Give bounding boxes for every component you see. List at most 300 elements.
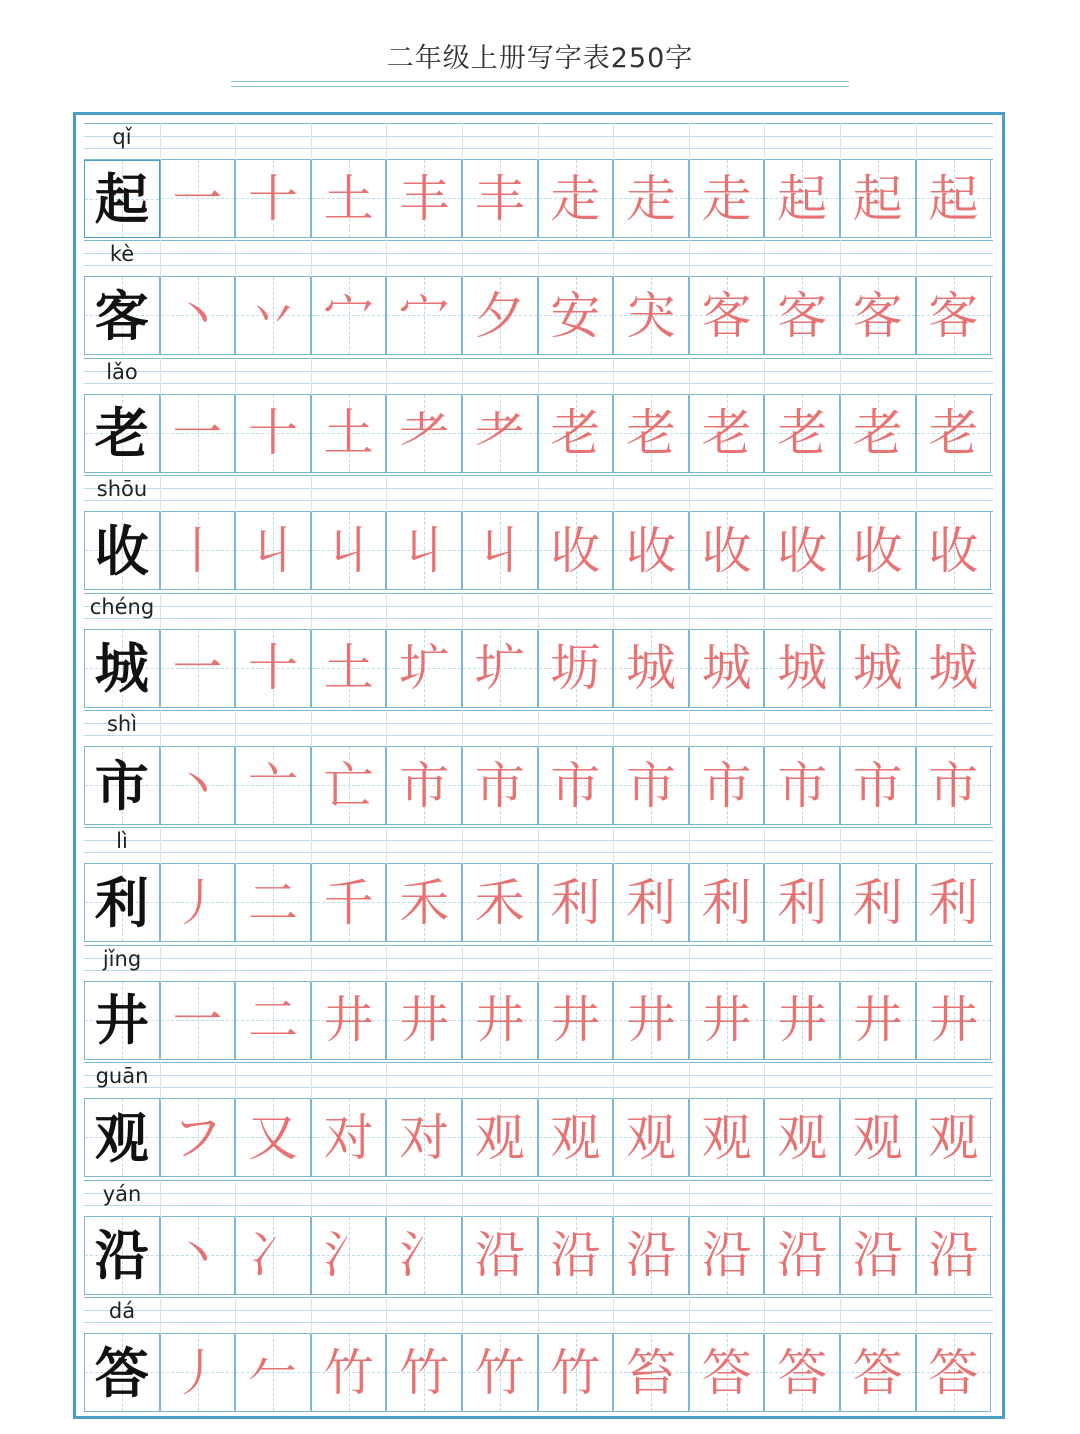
stroke-step-character: 丶 <box>172 286 223 345</box>
pinyin-label: kè <box>109 242 135 267</box>
stroke-order-cell <box>160 1217 236 1295</box>
stroke-step-character: 客 <box>701 286 752 345</box>
stroke-step-character: 客 <box>928 286 979 345</box>
pinyin-band-dividers <box>84 827 993 864</box>
stroke-order-cell <box>613 1099 689 1177</box>
model-character: 井 <box>94 988 149 1053</box>
stroke-step-character: 宀 <box>399 286 450 345</box>
stroke-step-character: 沿 <box>777 1226 828 1285</box>
stroke-order-cell <box>764 982 840 1060</box>
model-character: 老 <box>94 401 149 466</box>
stroke-step-character: 起 <box>928 169 979 228</box>
character-row <box>84 593 993 710</box>
stroke-order-cell <box>160 630 236 708</box>
stroke-step-character: 老 <box>701 404 752 463</box>
stroke-order-cell <box>386 1334 462 1412</box>
stroke-step-character: 丶 <box>172 1226 223 1285</box>
stroke-order-cell <box>160 277 236 355</box>
stroke-step-character: 宀 <box>323 286 374 345</box>
character-row <box>84 945 993 1062</box>
model-character-cell <box>84 277 160 355</box>
pinyin-band-dividers <box>84 1297 993 1334</box>
stroke-order-cell <box>235 160 311 238</box>
stroke-step-character: 老 <box>777 404 828 463</box>
stroke-order-cell <box>538 1217 614 1295</box>
stroke-order-cell <box>538 1099 614 1177</box>
stroke-order-cell <box>840 512 916 590</box>
stroke-step-character: 利 <box>928 873 979 932</box>
stroke-order-cell <box>764 277 840 355</box>
stroke-order-cell <box>916 277 992 355</box>
stroke-step-character: 井 <box>701 991 752 1050</box>
stroke-order-cell <box>235 864 311 942</box>
stroke-step-character: 𠂉 <box>247 1343 298 1402</box>
stroke-order-cell <box>840 982 916 1060</box>
character-row <box>84 123 993 240</box>
stroke-order-cell <box>386 982 462 1060</box>
pinyin-label: dá <box>108 1299 136 1323</box>
stroke-step-character: 老 <box>550 404 601 463</box>
stroke-order-cell <box>160 1334 236 1412</box>
stroke-order-cell <box>613 1217 689 1295</box>
stroke-order-cell <box>311 747 387 825</box>
stroke-step-character: 答 <box>701 1343 752 1402</box>
character-row <box>84 827 993 944</box>
stroke-step-character: 收 <box>625 521 676 580</box>
stroke-step-character: 圹 <box>399 639 450 698</box>
stroke-order-cell <box>235 1217 311 1295</box>
stroke-step-character: 对 <box>399 1108 450 1167</box>
pinyin-label: guān <box>95 1064 149 1089</box>
stroke-order-cell <box>689 982 765 1060</box>
stroke-step-character: 利 <box>852 873 903 932</box>
stroke-step-character: 收 <box>550 521 601 580</box>
title-rule-bottom <box>231 86 849 87</box>
stroke-step-character: 十 <box>247 639 298 698</box>
stroke-step-character: 二 <box>247 873 298 932</box>
stroke-order-cell <box>311 864 387 942</box>
stroke-order-cell <box>916 1099 992 1177</box>
page-title: 二年级上册写字表250字 <box>386 43 694 74</box>
stroke-order-cell <box>311 395 387 473</box>
stroke-step-character: 丨 <box>172 521 223 580</box>
stroke-order-cell <box>613 277 689 355</box>
stroke-step-character: 沿 <box>852 1226 903 1285</box>
pinyin-band-dividers <box>84 593 993 630</box>
stroke-step-character: 耂 <box>474 404 525 463</box>
stroke-order-cell <box>462 1334 538 1412</box>
stroke-step-character: 竹 <box>323 1343 374 1402</box>
stroke-order-cell <box>386 277 462 355</box>
stroke-step-character: 丩 <box>399 521 450 580</box>
stroke-step-character: 竹 <box>550 1343 601 1402</box>
stroke-step-character: 起 <box>777 169 828 228</box>
stroke-order-cell <box>764 630 840 708</box>
stroke-order-cell <box>689 512 765 590</box>
stroke-order-cell <box>235 1099 311 1177</box>
stroke-step-character: 答 <box>928 1343 979 1402</box>
stroke-order-cell <box>235 982 311 1060</box>
stroke-order-cell <box>235 512 311 590</box>
stroke-order-cell <box>311 630 387 708</box>
stroke-order-cell <box>916 864 992 942</box>
stroke-step-character: 老 <box>852 404 903 463</box>
stroke-step-character: 城 <box>852 639 903 698</box>
stroke-order-cell <box>311 277 387 355</box>
stroke-order-cell <box>916 630 992 708</box>
stroke-step-character: 利 <box>550 873 601 932</box>
pinyin-label: chéng <box>89 594 155 619</box>
stroke-order-cell <box>235 630 311 708</box>
stroke-order-cell <box>160 1099 236 1177</box>
stroke-order-cell <box>538 747 614 825</box>
stroke-order-cell <box>538 277 614 355</box>
stroke-step-character: 老 <box>928 404 979 463</box>
stroke-order-cell <box>689 1334 765 1412</box>
stroke-step-character: 利 <box>625 873 676 932</box>
character-row <box>84 358 993 475</box>
stroke-order-cell <box>462 395 538 473</box>
stroke-step-character: 氵 <box>399 1226 450 1285</box>
stroke-order-cell <box>689 1099 765 1177</box>
stroke-step-character: 观 <box>701 1108 752 1167</box>
stroke-step-character: 丶 <box>172 756 223 815</box>
stroke-step-character: 利 <box>777 873 828 932</box>
stroke-order-cell <box>160 160 236 238</box>
title-rule-top <box>231 81 849 82</box>
stroke-step-character: 笞 <box>625 1343 676 1402</box>
stroke-step-character: 市 <box>625 756 676 815</box>
stroke-step-character: 耂 <box>399 404 450 463</box>
stroke-step-character: 冫 <box>247 1226 298 1285</box>
pinyin-label: yán <box>102 1181 142 1206</box>
stroke-step-character: 老 <box>625 404 676 463</box>
stroke-step-character: 观 <box>852 1108 903 1167</box>
stroke-order-cell <box>538 630 614 708</box>
pinyin-band-dividers <box>84 945 993 982</box>
stroke-step-character: 禾 <box>399 873 450 932</box>
model-character: 客 <box>94 283 149 348</box>
stroke-order-cell <box>840 1334 916 1412</box>
stroke-step-character: 市 <box>777 756 828 815</box>
model-character: 沿 <box>94 1223 149 1288</box>
model-character-cell <box>84 747 160 825</box>
stroke-order-cell <box>160 982 236 1060</box>
stroke-step-character: 沿 <box>625 1226 676 1285</box>
stroke-order-cell <box>613 982 689 1060</box>
stroke-order-cell <box>840 864 916 942</box>
stroke-step-character: 利 <box>701 873 752 932</box>
stroke-order-cell <box>764 395 840 473</box>
stroke-step-character: 丩 <box>474 521 525 580</box>
stroke-order-cell <box>764 512 840 590</box>
stroke-step-character: 观 <box>777 1108 828 1167</box>
model-character: 观 <box>94 1105 149 1170</box>
stroke-order-cell <box>916 395 992 473</box>
model-character-cell <box>84 395 160 473</box>
stroke-step-character: 土 <box>323 639 374 698</box>
character-row <box>84 1180 993 1297</box>
stroke-order-cell <box>538 512 614 590</box>
stroke-order-cell <box>462 277 538 355</box>
character-row <box>84 475 993 592</box>
stroke-order-cell <box>916 1217 992 1295</box>
stroke-step-character: 答 <box>852 1343 903 1402</box>
stroke-step-character: 城 <box>625 639 676 698</box>
stroke-step-character: 丰 <box>399 169 450 228</box>
stroke-order-cell <box>462 747 538 825</box>
character-row <box>84 1062 993 1179</box>
stroke-step-character: 十 <box>247 404 298 463</box>
stroke-step-character: 井 <box>323 991 374 1050</box>
stroke-order-cell <box>386 512 462 590</box>
stroke-order-cell <box>538 982 614 1060</box>
stroke-order-cell <box>386 395 462 473</box>
stroke-order-cell <box>840 630 916 708</box>
stroke-order-cell <box>840 277 916 355</box>
stroke-step-character: 井 <box>474 991 525 1050</box>
stroke-order-cell <box>311 1217 387 1295</box>
stroke-step-character: 市 <box>550 756 601 815</box>
stroke-order-cell <box>462 864 538 942</box>
stroke-order-cell <box>916 1334 992 1412</box>
stroke-step-character: 一 <box>172 169 223 228</box>
stroke-order-cell <box>160 395 236 473</box>
model-character-cell <box>84 982 160 1060</box>
stroke-order-cell <box>689 1217 765 1295</box>
stroke-order-cell <box>462 1217 538 1295</box>
stroke-step-character: 圹 <box>474 639 525 698</box>
pinyin-band-dividers <box>84 710 993 747</box>
stroke-order-cell <box>235 395 311 473</box>
stroke-order-cell <box>840 395 916 473</box>
stroke-order-cell <box>689 864 765 942</box>
stroke-order-cell <box>311 1099 387 1177</box>
stroke-step-character: 市 <box>399 756 450 815</box>
model-character: 市 <box>94 753 149 818</box>
stroke-order-cell <box>764 747 840 825</box>
stroke-step-character: 二 <box>247 991 298 1050</box>
pinyin-band-dividers <box>84 240 993 277</box>
stroke-step-character: 观 <box>625 1108 676 1167</box>
model-character: 答 <box>94 1340 149 1405</box>
pinyin-label: lì <box>116 829 128 854</box>
stroke-step-character: 沿 <box>550 1226 601 1285</box>
stroke-order-cell <box>311 982 387 1060</box>
stroke-step-character: 客 <box>777 286 828 345</box>
stroke-order-cell <box>538 160 614 238</box>
stroke-order-cell <box>386 160 462 238</box>
stroke-order-cell <box>840 1217 916 1295</box>
character-row <box>84 710 993 827</box>
stroke-order-cell <box>689 395 765 473</box>
stroke-order-cell <box>613 1334 689 1412</box>
stroke-step-character: 走 <box>550 169 601 228</box>
stroke-step-character: 氵 <box>323 1226 374 1285</box>
pinyin-band-dividers <box>84 358 993 395</box>
stroke-step-character: 收 <box>701 521 752 580</box>
stroke-step-character: 收 <box>928 521 979 580</box>
stroke-order-cell <box>916 512 992 590</box>
stroke-step-character: 对 <box>323 1108 374 1167</box>
stroke-step-character: フ <box>172 1108 223 1167</box>
model-character-cell <box>84 864 160 942</box>
stroke-order-cell <box>840 747 916 825</box>
stroke-step-character: 城 <box>701 639 752 698</box>
stroke-order-cell <box>311 512 387 590</box>
stroke-step-character: 安 <box>550 286 601 345</box>
model-character-cell <box>84 512 160 590</box>
model-character: 城 <box>94 636 149 701</box>
pinyin-band-dividers <box>84 1062 993 1099</box>
stroke-order-cell <box>235 1334 311 1412</box>
stroke-order-cell <box>311 160 387 238</box>
stroke-step-character: 客 <box>852 286 903 345</box>
stroke-order-cell <box>386 630 462 708</box>
stroke-step-character: 一 <box>172 991 223 1050</box>
stroke-step-character: 竹 <box>474 1343 525 1402</box>
stroke-step-character: 市 <box>928 756 979 815</box>
stroke-order-cell <box>916 747 992 825</box>
stroke-order-cell <box>689 277 765 355</box>
stroke-step-character: 坜 <box>550 639 601 698</box>
stroke-step-character: 走 <box>701 169 752 228</box>
stroke-step-character: 千 <box>323 873 374 932</box>
stroke-step-character: 十 <box>247 169 298 228</box>
stroke-order-cell <box>840 1099 916 1177</box>
stroke-step-character: 亠 <box>247 756 298 815</box>
character-row <box>84 1297 993 1414</box>
stroke-step-character: 市 <box>701 756 752 815</box>
stroke-step-character: 土 <box>323 169 374 228</box>
stroke-step-character: 丩 <box>323 521 374 580</box>
pinyin-label: lǎo <box>106 359 138 384</box>
stroke-order-cell <box>613 864 689 942</box>
stroke-step-character: 市 <box>474 756 525 815</box>
stroke-order-cell <box>764 864 840 942</box>
stroke-step-character: 收 <box>852 521 903 580</box>
stroke-step-character: 宊 <box>625 286 676 345</box>
stroke-order-cell <box>689 160 765 238</box>
stroke-step-character: 起 <box>852 169 903 228</box>
stroke-step-character: 丩 <box>247 521 298 580</box>
model-character-cell <box>84 1217 160 1295</box>
stroke-order-cell <box>764 1217 840 1295</box>
stroke-step-character: 观 <box>550 1108 601 1167</box>
stroke-step-character: 丿 <box>172 1343 223 1402</box>
stroke-step-character: 丷 <box>247 286 298 345</box>
model-character: 收 <box>94 518 149 583</box>
stroke-step-character: 一 <box>172 639 223 698</box>
stroke-order-cell <box>916 160 992 238</box>
stroke-order-cell <box>311 1334 387 1412</box>
stroke-order-cell <box>538 864 614 942</box>
model-character: 利 <box>94 870 149 935</box>
stroke-step-character: 井 <box>550 991 601 1050</box>
stroke-step-character: 丰 <box>474 169 525 228</box>
character-row <box>84 240 993 357</box>
model-character-cell <box>84 1334 160 1412</box>
stroke-step-character: 走 <box>625 169 676 228</box>
pinyin-label: qǐ <box>112 125 132 149</box>
stroke-order-cell <box>462 160 538 238</box>
stroke-order-cell <box>160 512 236 590</box>
stroke-step-character: 井 <box>399 991 450 1050</box>
stroke-order-cell <box>462 512 538 590</box>
model-character-cell <box>84 1099 160 1177</box>
stroke-order-cell <box>613 630 689 708</box>
stroke-step-character: 观 <box>474 1108 525 1167</box>
stroke-step-character: 井 <box>777 991 828 1050</box>
stroke-step-character: 答 <box>777 1343 828 1402</box>
stroke-step-character: 观 <box>928 1108 979 1167</box>
stroke-order-cell <box>538 1334 614 1412</box>
pinyin-label: shōu <box>96 477 148 502</box>
stroke-step-character: 收 <box>777 521 828 580</box>
stroke-step-character: 井 <box>625 991 676 1050</box>
stroke-order-cell <box>462 630 538 708</box>
stroke-order-cell <box>160 747 236 825</box>
stroke-order-cell <box>613 512 689 590</box>
stroke-order-cell <box>462 1099 538 1177</box>
stroke-step-character: 一 <box>172 404 223 463</box>
stroke-step-character: 丿 <box>172 873 223 932</box>
stroke-step-character: 亡 <box>323 756 374 815</box>
stroke-order-cell <box>462 982 538 1060</box>
pinyin-band-dividers <box>84 123 993 160</box>
pinyin-label: shì <box>106 712 138 736</box>
pinyin-band-dividers <box>84 1180 993 1217</box>
stroke-step-character: 井 <box>928 991 979 1050</box>
stroke-order-cell <box>916 982 992 1060</box>
stroke-step-character: 沿 <box>474 1226 525 1285</box>
stroke-order-cell <box>689 747 765 825</box>
stroke-order-cell <box>235 277 311 355</box>
stroke-step-character: 城 <box>777 639 828 698</box>
pinyin-label: jǐng <box>102 946 142 971</box>
stroke-order-cell <box>613 160 689 238</box>
stroke-step-character: 城 <box>928 639 979 698</box>
stroke-order-cell <box>235 747 311 825</box>
stroke-order-cell <box>386 1099 462 1177</box>
model-character-cell <box>84 630 160 708</box>
stroke-order-cell <box>386 1217 462 1295</box>
stroke-step-character: 市 <box>852 756 903 815</box>
stroke-order-cell <box>840 160 916 238</box>
stroke-step-character: 夕 <box>474 286 525 345</box>
stroke-order-cell <box>160 864 236 942</box>
stroke-step-character: 禾 <box>474 873 525 932</box>
pinyin-band-dividers <box>84 475 993 512</box>
stroke-step-character: 竹 <box>399 1343 450 1402</box>
stroke-order-cell <box>764 1334 840 1412</box>
stroke-step-character: 沿 <box>928 1226 979 1285</box>
stroke-order-cell <box>613 395 689 473</box>
stroke-order-cell <box>538 395 614 473</box>
stroke-step-character: 土 <box>323 404 374 463</box>
stroke-order-cell <box>613 747 689 825</box>
stroke-step-character: 井 <box>852 991 903 1050</box>
model-character-cell <box>84 160 160 238</box>
stroke-step-character: 又 <box>247 1108 298 1167</box>
stroke-order-cell <box>386 864 462 942</box>
model-character: 起 <box>94 167 149 231</box>
stroke-order-cell <box>764 160 840 238</box>
stroke-order-cell <box>386 747 462 825</box>
stroke-order-cell <box>689 630 765 708</box>
stroke-order-cell <box>764 1099 840 1177</box>
stroke-step-character: 沿 <box>701 1226 752 1285</box>
